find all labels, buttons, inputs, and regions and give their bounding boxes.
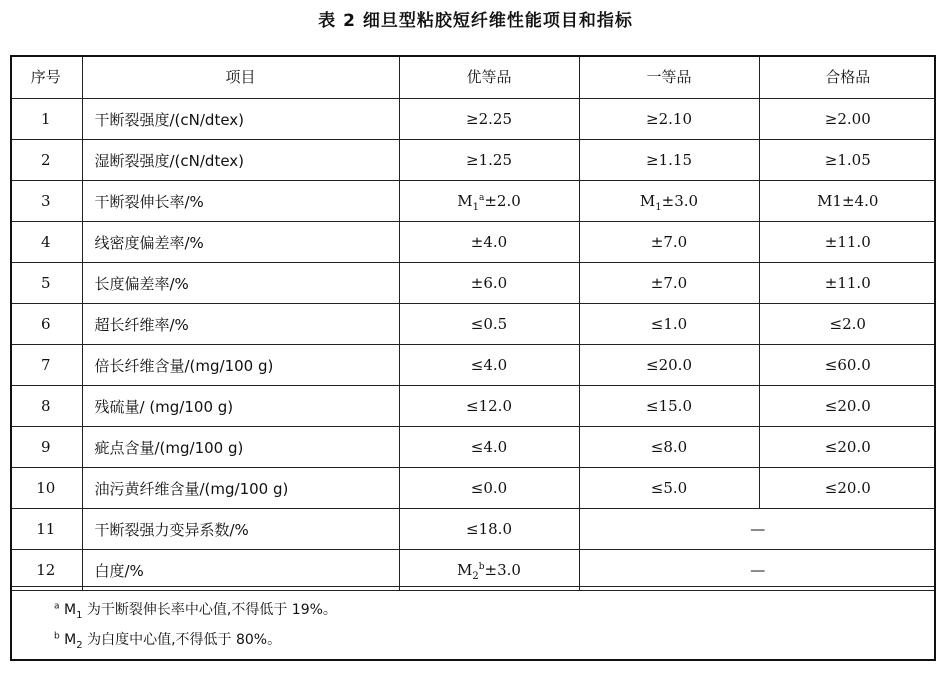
- superior-value: ≤0.0: [399, 468, 579, 509]
- symbol: M: [457, 561, 473, 579]
- row-item: 干断裂强度/(cN/dtex): [82, 99, 399, 140]
- row-no: 6: [10, 304, 82, 345]
- qualified-value: ≥1.05: [759, 140, 936, 181]
- qualified-value: M1±4.0: [759, 181, 936, 222]
- qualified-value: ≤2.0: [759, 304, 936, 345]
- row-item: 倍长纤维含量/(mg/100 g): [82, 345, 399, 386]
- tolerance: ±3.0: [484, 561, 521, 579]
- header-superior: 优等品: [399, 55, 579, 99]
- footnote-mark: a: [54, 601, 60, 612]
- row-item: 干断裂强力变异系数/%: [82, 509, 399, 550]
- first-value: ≤1.0: [579, 304, 759, 345]
- merged-dash: —: [579, 550, 936, 591]
- subscript: 1: [472, 202, 479, 213]
- subscript: 1: [655, 202, 662, 213]
- footnote-mark: a: [478, 193, 485, 203]
- qualified-value: ±11.0: [759, 263, 936, 304]
- symbol: M: [457, 192, 473, 210]
- header-qualified: 合格品: [759, 55, 936, 99]
- first-value: ≥2.10: [579, 99, 759, 140]
- tolerance: ±2.0: [484, 192, 521, 210]
- row-item: 白度/%: [82, 550, 399, 591]
- row-item: 超长纤维率/%: [82, 304, 399, 345]
- row-no: 9: [10, 427, 82, 468]
- symbol: M: [639, 192, 656, 210]
- merged-dash: —: [579, 509, 936, 550]
- qualified-value: ±11.0: [759, 222, 936, 263]
- first-value: ≥1.15: [579, 140, 759, 181]
- row-no: 7: [10, 345, 82, 386]
- symbol: M: [64, 632, 77, 648]
- row-no: 3: [10, 181, 82, 222]
- first-value: ≤8.0: [579, 427, 759, 468]
- header-no: 序号: [10, 55, 82, 99]
- footnote-text: 为干断裂伸长率中心值,不得低于 19%。: [82, 602, 337, 618]
- superior-value: ≤12.0: [399, 386, 579, 427]
- footnote-mark: b: [478, 562, 485, 572]
- superior-value: ≤0.5: [399, 304, 579, 345]
- row-item: 残硫量/ (mg/100 g): [82, 386, 399, 427]
- row-no: 1: [10, 99, 82, 140]
- superior-value: ±6.0: [399, 263, 579, 304]
- superior-value: ≤4.0: [399, 345, 579, 386]
- superior-value: ≥2.25: [399, 99, 579, 140]
- qualified-value: ≤20.0: [759, 427, 936, 468]
- superior-value: ≥1.25: [399, 140, 579, 181]
- first-value: ±7.0: [579, 263, 759, 304]
- qualified-value: ≤20.0: [759, 386, 936, 427]
- outer-frame: [10, 55, 936, 661]
- header-first: 一等品: [579, 55, 759, 99]
- subscript: 2: [472, 571, 479, 582]
- row-item: 疵点含量/(mg/100 g): [82, 427, 399, 468]
- first-value: ≤15.0: [579, 386, 759, 427]
- qualified-value: ≤20.0: [759, 468, 936, 509]
- first-value: ≤20.0: [579, 345, 759, 386]
- superior-value: ≤18.0: [399, 509, 579, 550]
- row-no: 10: [10, 468, 82, 509]
- header-item: 项目: [82, 55, 399, 99]
- row-no: 4: [10, 222, 82, 263]
- superior-value: ±4.0: [399, 222, 579, 263]
- first-value: ≤5.0: [579, 468, 759, 509]
- superior-value: ≤4.0: [399, 427, 579, 468]
- table-title: 表 2 细旦型粘胶短纤维性能项目和指标: [318, 11, 633, 31]
- row-no: 12: [10, 550, 82, 591]
- row-no: 8: [10, 386, 82, 427]
- symbol: M: [63, 602, 77, 618]
- footnote-mark: b: [54, 631, 60, 642]
- row-no: 5: [10, 263, 82, 304]
- subscript: 2: [76, 639, 83, 651]
- subscript: 1: [76, 609, 83, 621]
- row-no: 11: [10, 509, 82, 550]
- tolerance: ±3.0: [661, 192, 699, 210]
- row-item: 湿断裂强度/(cN/dtex): [82, 140, 399, 181]
- row-item: 油污黄纤维含量/(mg/100 g): [82, 468, 399, 509]
- first-value: ±7.0: [579, 222, 759, 263]
- row-item: 长度偏差率/%: [82, 263, 399, 304]
- row-item: 线密度偏差率/%: [82, 222, 399, 263]
- footnote-text: 为白度中心值,不得低于 80%。: [82, 632, 282, 648]
- qualified-value: ≥2.00: [759, 99, 936, 140]
- row-no: 2: [10, 140, 82, 181]
- row-item: 干断裂伸长率/%: [82, 181, 399, 222]
- qualified-value: ≤60.0: [759, 345, 936, 386]
